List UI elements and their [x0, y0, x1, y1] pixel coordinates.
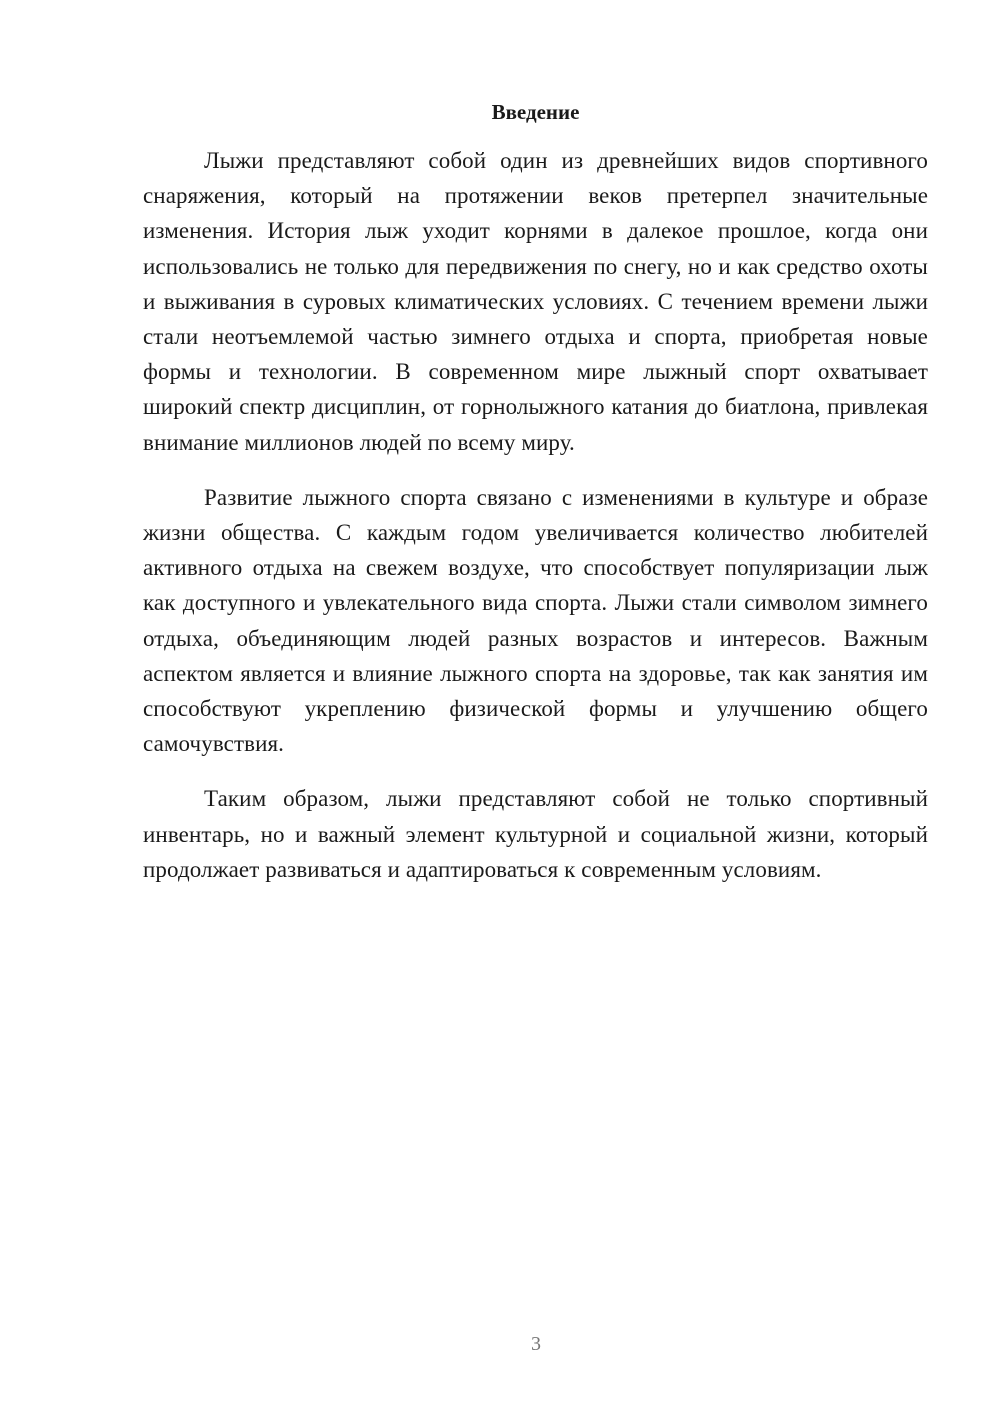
paragraph-1: Лыжи представляют собой один из древнейших видов спортивного снаряжения, который на протяжении веков претерпел значительные изменения. История лыж уходит корнями в далекое прошлое, когда они использовались не только для передвижения по снегу, но и как средство охоты и выживания в суровых климатических условиях. С течением времени лыжи стали неотъемлемой частью зимнего отдыха и спорта, приобретая новые формы и технологии. В современном мире лыжный спорт охватывает широкий спектр дисциплин, от горнолыжного катания до биатлона, привлекая внимание миллионов людей по всему миру.	[143, 148, 928, 455]
page-number: 3	[531, 1333, 541, 1355]
body-text	[143, 143, 928, 907]
paragraph-2: Развитие лыжного спорта связано с изменениями в культуре и образе жизни общества. С каждым годом увеличивается количество любителей активного отдыха на свежем воздухе, что способствует популяризации лыж как доступного и увлекательного вида спорта. Лыжи стали символом зимнего отдыха, объединяющим людей разных возрастов и интересов. Важным аспектом является и влияние лыжного спорта на здоровье, так как занятия им способствуют укреплению физической формы и улучшению общего самочувствия.	[143, 484, 928, 757]
paragraph-3: Таким образом, лыжи представляют собой не только спортивный инвентарь, но и важный элемент культурной и социальной жизни, который продолжает развиваться и адаптироваться к современным условиям.	[143, 786, 928, 882]
section-heading: Введение	[491, 100, 580, 124]
